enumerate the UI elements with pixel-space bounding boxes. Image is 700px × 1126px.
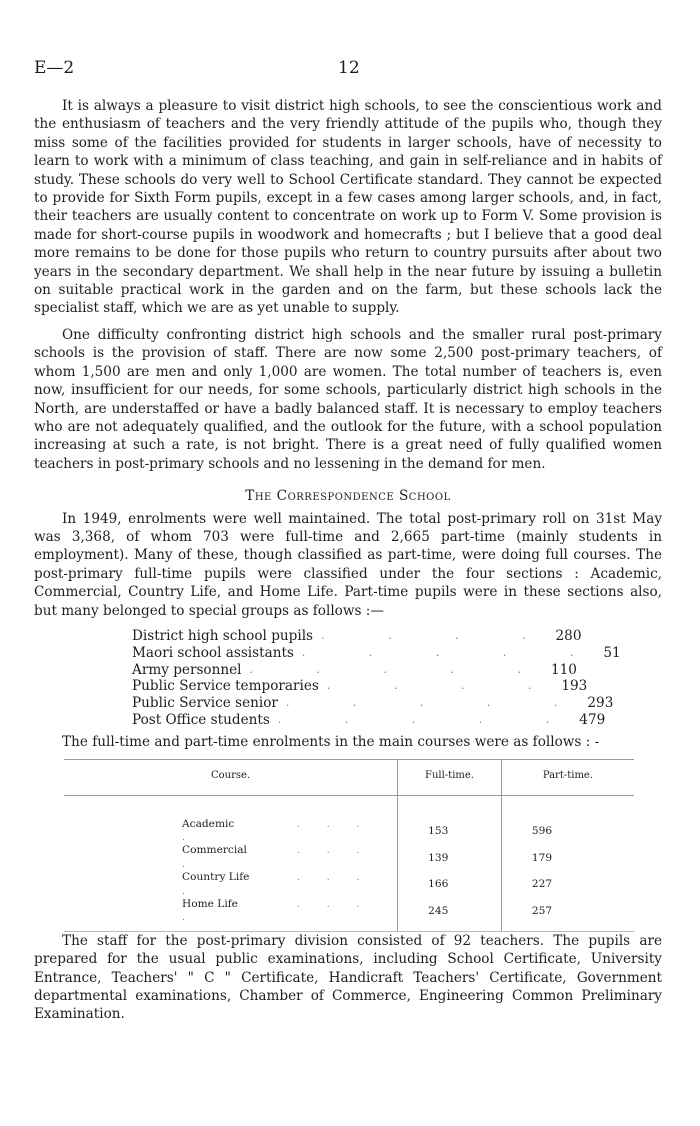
list-item <box>132 678 588 695</box>
page-body <box>34 97 662 1032</box>
course-name: Country Life <box>182 871 250 884</box>
list-item <box>132 711 606 729</box>
group-label: Public Service senior <box>132 695 278 712</box>
enrolment-table <box>64 759 634 932</box>
full-time-cell: 153 <box>398 818 502 845</box>
paragraph-post-primary-staff: The staff for the post-primary division consisted of 92 teachers. The pupils are prepared for the usual public examinations, including School Certificate, University Entrance, Teachers' " C " Certificate, Handicraft Teachers' Certificate, Government departmental examinations, Chamber of Commerce, Engineering Common Preliminary Examination. <box>34 932 662 1023</box>
part-time-cell: 179 <box>501 844 634 871</box>
group-value: 110 <box>551 661 577 678</box>
paragraph-district-high-schools: It is always a pleasure to visit district high schools, to see the conscientious work and the enthusiasm of teachers and the very friendly attitude of the pupils who, though they miss some of the facilities provided for students in larger schools, have of necessity to learn to work with a minimum of class teaching, and gain in self-reliance and in habits of study. These schools do very well to School Certificate standard. They cannot be expected to provide for Sixth Form pupils, except in a few cases among larger schools, and, in fact, their teachers are usually content to concentrate on work up to Form V. Some provision is made for short-course pupils in woodwork and homecrafts ; but I believe that a good deal more remains to be done for those pupils who return to country pursuits after about two years in the secondary department. We shall help in the near future by issuing a bulletin on suitable practical work in the garden and on the farm, but these schools lack the specialist staff, which we are as yet unable to supply. <box>34 98 662 317</box>
column-header-course: Course. <box>64 760 398 795</box>
leader-dots: . . . . <box>182 819 372 843</box>
group-value: 293 <box>587 695 614 712</box>
paragraph-correspondence-school: In 1949, enrolments were well maintained. The total post-primary roll on 31st May was 3,368, of whom 703 were full-time and 2,665 part-time (mainly students in employment). Many of these, though classified as part-time, were doing full courses. The post-primary full-time pupils were classified under the four sections : Academic, Commercial, Country Life, and Home Life. Part-time pupils were in these sections also, but many belonged to special groups as follows :— <box>34 510 662 619</box>
leader-dots: . . . . <box>321 628 556 642</box>
leader-dots: . . . . <box>326 679 562 693</box>
group-label: Public Service temporaries <box>132 678 319 695</box>
list-item <box>132 644 621 662</box>
leader-dots: . . . . <box>182 900 372 924</box>
part-time-cell: 227 <box>501 871 634 898</box>
full-time-cell: 139 <box>398 844 502 871</box>
full-time-cell: 245 <box>398 898 502 931</box>
leader-dots: . . . . . <box>249 662 551 676</box>
special-groups-list <box>132 627 621 729</box>
group-label: District high school pupils <box>132 627 314 644</box>
full-time-cell: 166 <box>398 871 502 898</box>
column-header-full-time: Full-time. <box>398 760 502 795</box>
table-row <box>64 871 634 898</box>
group-label: Maori school assistants <box>132 644 294 661</box>
table-row <box>64 898 634 931</box>
course-cell <box>64 898 398 931</box>
section-heading: The Correspondence School <box>245 488 451 505</box>
course-name: Commercial <box>182 844 247 857</box>
table-intro: The full-time and part-time enrolments in the main courses were as follows : - <box>62 733 600 750</box>
leader-dots: . . . . . <box>277 712 580 726</box>
group-value: 51 <box>603 644 621 661</box>
part-time-cell: 596 <box>501 818 634 845</box>
group-label: Army personnel <box>132 661 242 678</box>
group-value: 193 <box>561 678 588 695</box>
list-item <box>132 695 614 712</box>
group-value: 280 <box>555 627 582 644</box>
table-row <box>64 818 634 845</box>
list-item <box>132 627 582 645</box>
course-cell <box>64 871 398 898</box>
leader-dots: . . . . . <box>301 645 604 659</box>
enrolment-table-wrapper <box>64 759 634 932</box>
table-row <box>64 844 634 871</box>
course-cell <box>64 818 398 845</box>
report-code: E—2 <box>34 58 75 78</box>
page-number: 12 <box>338 58 360 78</box>
part-time-cell: 257 <box>501 898 634 931</box>
list-item <box>132 661 577 679</box>
course-name: Academic <box>182 817 235 830</box>
group-label: Post Office students <box>132 711 270 728</box>
course-cell <box>64 844 398 871</box>
table-header-row <box>64 760 634 795</box>
leader-dots: . . . . . <box>285 696 588 710</box>
group-value: 479 <box>579 711 606 728</box>
course-name: Home Life <box>182 898 238 910</box>
leader-dots: . . . . <box>182 873 372 897</box>
table-spacer-row <box>64 795 634 818</box>
column-header-part-time: Part-time. <box>501 760 634 795</box>
leader-dots: . . . . <box>182 846 372 870</box>
paragraph-staffing: One difficulty confronting district high schools and the smaller rural post-primary schools is the provision of staff. There are now some 2,500 post-primary teachers, of whom 1,500 are men and only 1,000 are women. The total number of teachers is, even now, insufficient for our needs, for some schools, particularly district high schools in the North, are understaffed or have a badly balanced staff. It is necessary to employ teachers who are not adequately qualified, and the outlook for the future, with a school population increasing at such a rate, is not bright. There is a great need of fully qualified women teachers in post-primary schools and no lessening in the demand for men. <box>34 326 662 472</box>
